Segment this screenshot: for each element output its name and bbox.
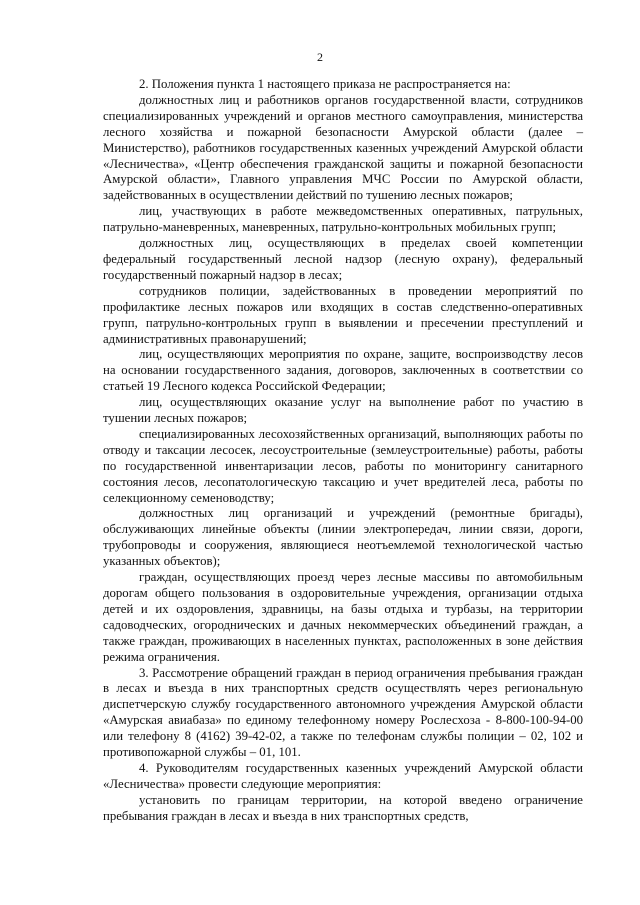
paragraph-3-appeals: 3. Рассмотрение обращений граждан в период ограничения пребывания граждан в лесах и въезда в них транспортных средств осуществлять через региональную диспетчерскую службу государственного автономного учреждения Амурской области «Амурская авиабаза» по единому телефонному номеру Рослесхоза - 8-800-100-94-00 или телефону 8 (4162) 39-42-02, а также по телефонам службы полиции – 02, 102 и противопожарной службы – 01, 101. — [103, 665, 583, 760]
paragraph-officials: должностных лиц и работников органов государственной власти, сотрудников специализированных учреждений и органов местного самоуправления, министерства лесного хозяйства и пожарной безопасности Амурской области (далее – Министерство), работников государственных казенных учреждений Амурской области «Лесничества», «Центр обеспечения гражданской защиты и пожарной безопасности Амурской области», Главного управления МЧС России по Амурской области, задействованных в осуществлении действий по тушению лесных пожаров; — [103, 92, 583, 203]
paragraph-citizens-transit: граждан, осуществляющих проезд через лесные массивы по автомобильным дорогам общего пользования в оздоровительные учреждения, организации отдыха детей и их оздоровления, здравницы, на базы отдыха и турбазы, на территории садоводческих, огороднических и дачных некоммерческих объединений граждан, а также граждан, проживающих в населенных пунктах, расположенных в зоне действия режима ограничения. — [103, 570, 583, 664]
document-body — [103, 77, 583, 825]
paragraph-linear-objects: должностных лиц организаций и учреждений (ремонтные бригады), обслуживающих линейные объекты (линии электропередач, линии связи, дороги, трубопроводы и сооружения, являющиеся неотъемлемой технологической частью указанных объектов); — [103, 506, 583, 569]
paragraph-4-heads: 4. Руководителям государственных казенных учреждений Амурской области «Лесничества» провести следующие мероприятия: — [103, 760, 583, 791]
paragraph-4-boundaries: установить по границам территории, на которой введено ограничение пребывания граждан в лесах и въезда в них транспортных средств, — [103, 792, 583, 823]
paragraph-forestry-organizations: специализированных лесохозяйственных организаций, выполняющих работы по отводу и таксации лесосек, лесоустроительные (землеустроительные) работы, работы по государственной инвентаризации лесов, работы по мониторингу санитарного состояния лесов, лесопатологическую таксацию и учет вредителей леса, работы по селекционному семеноводству; — [103, 426, 583, 505]
paragraph-forest-protection: лиц, осуществляющих мероприятия по охране, защите, воспроизводству лесов на основании государственного задания, договоров, заключенных в соответствии со статьей 19 Лесного кодекса Российской Федерации; — [103, 347, 583, 394]
paragraph-forest-supervision: должностных лиц, осуществляющих в пределах своей компетенции федеральный государственный лесной надзор (лесную охрану), федеральный государственный пожарный надзор в лесах; — [103, 236, 583, 282]
paragraph-police: сотрудников полиции, задействованных в проведении мероприятий по профилактике лесных пожаров или входящих в состав следственно-оперативных групп, патрульно-контрольных групп в выявлении и пресечении преступлений и административных правонарушений; — [103, 283, 583, 346]
paragraph-groups: лиц, участвующих в работе межведомственных оперативных, патрульных, патрульно-маневренных, маневренных, патрульно-контрольных мобильных групп; — [103, 204, 583, 235]
paragraph-2-heading: 2. Положения пункта 1 настоящего приказа не распространяется на: — [139, 77, 511, 91]
page-number: 2 — [317, 50, 323, 64]
paragraph-firefighting-services: лиц, осуществляющих оказание услуг на выполнение работ по участию в тушении лесных пожаров; — [103, 395, 583, 426]
